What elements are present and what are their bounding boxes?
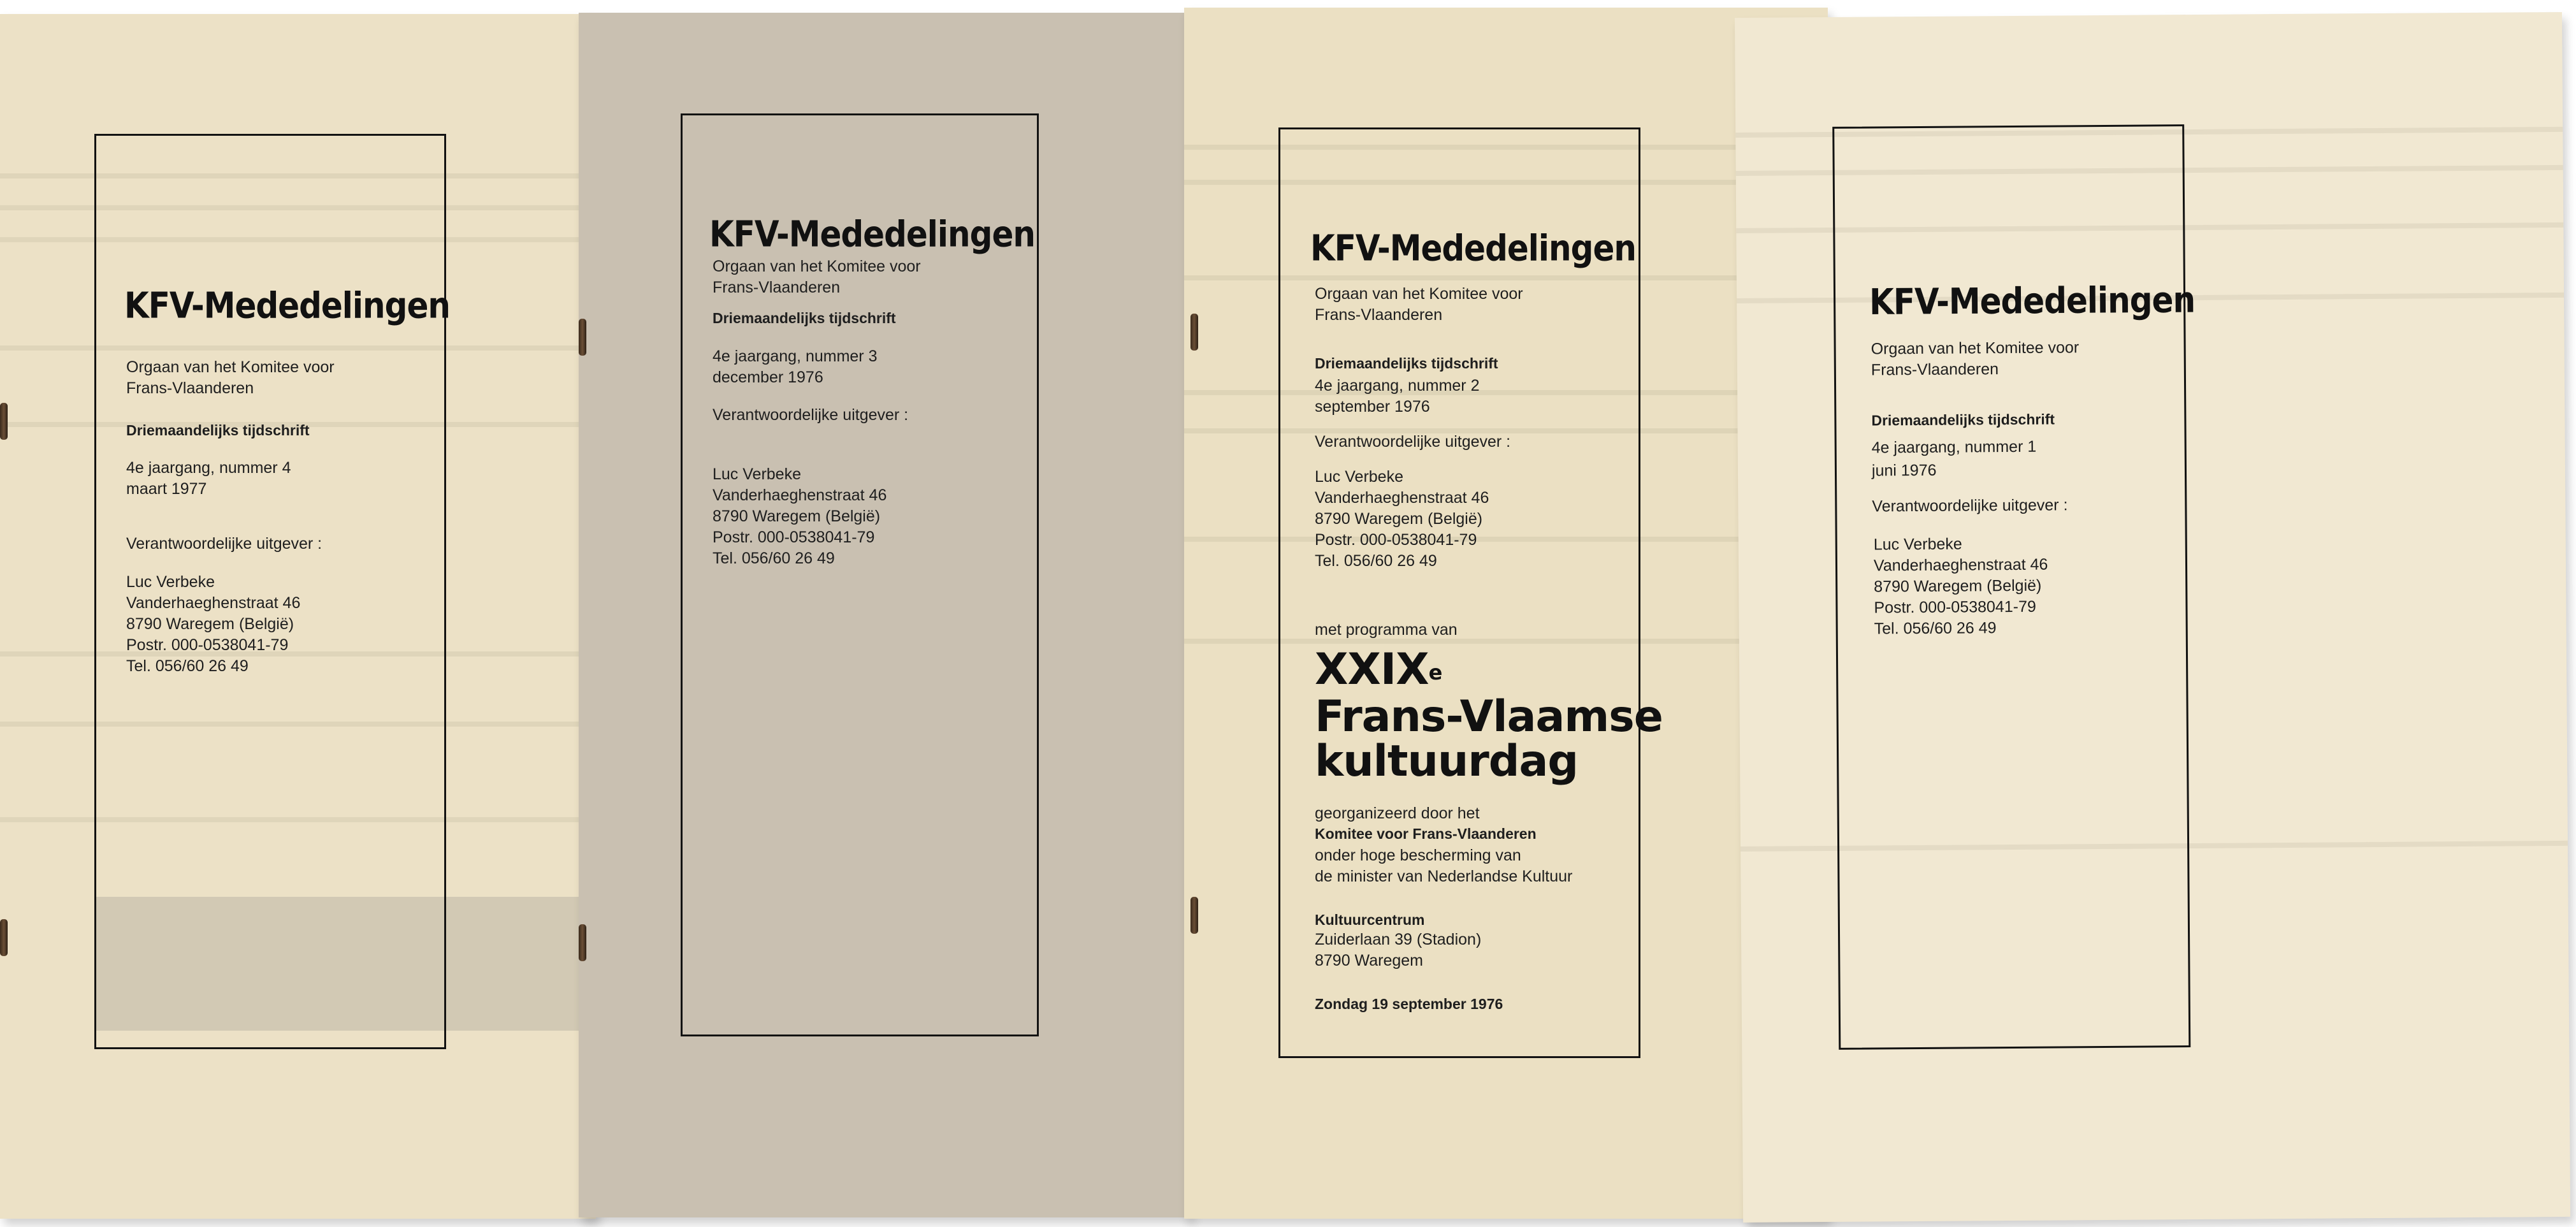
publisher-city: 8790 Waregem (België)	[1874, 576, 2042, 596]
event-date: Zondag 19 september 1976	[1315, 996, 1503, 1012]
booklet-june-1976	[1735, 12, 2570, 1223]
event-ordinal	[1315, 646, 1442, 693]
program-intro: met programma van	[1315, 621, 1458, 639]
issue-line-2: juni 1976	[1871, 461, 1937, 480]
booklet-september-1976	[1184, 8, 1828, 1219]
venue-city: 8790 Waregem	[1315, 952, 1423, 969]
staple-bottom	[579, 924, 586, 961]
issue-line-2: december 1976	[713, 368, 823, 386]
publisher-heading: Verantwoordelijke uitgever :	[126, 535, 322, 553]
telephone: Tel. 056/60 26 49	[713, 549, 835, 567]
publisher-name: Luc Verbeke	[126, 573, 215, 591]
publisher-city: 8790 Waregem (België)	[1315, 510, 1483, 528]
telephone: Tel. 056/60 26 49	[1315, 552, 1437, 570]
publisher-heading: Verantwoordelijke uitgever :	[713, 406, 909, 424]
telephone: Tel. 056/60 26 49	[1874, 619, 1997, 638]
postal-account: Postr. 000-0538041-79	[1315, 531, 1477, 549]
staple-top	[1190, 314, 1198, 351]
organizer-line-1: georganizeerd door het	[1315, 804, 1480, 822]
masthead: KFV-Mededelingen	[124, 285, 450, 326]
publisher-street: Vanderhaeghenstraat 46	[1315, 489, 1489, 507]
issue-line-1: 4e jaargang, nummer 1	[1871, 437, 2037, 457]
periodicity: Driemaandelijks tijdschrift	[1871, 410, 2055, 429]
masthead: KFV-Mededelingen	[1310, 228, 1636, 269]
event-title-line-2: Frans-Vlaamse	[1315, 692, 1663, 742]
issue-line-1: 4e jaargang, nummer 3	[713, 347, 878, 365]
org-line-2: Frans-Vlaanderen	[126, 379, 254, 397]
postal-account: Postr. 000-0538041-79	[126, 636, 289, 654]
organizer-line-2: Komitee voor Frans-Vlaanderen	[1315, 825, 1537, 842]
org-line-1: Orgaan van het Komitee voor	[713, 258, 921, 275]
publisher-city: 8790 Waregem (België)	[713, 507, 881, 525]
org-line-2: Frans-Vlaanderen	[713, 279, 841, 296]
publisher-name: Luc Verbeke	[1315, 468, 1403, 486]
issue-line-2: maart 1977	[126, 480, 207, 498]
staple-bottom	[0, 919, 8, 956]
event-ordinal-number: XXIX	[1315, 644, 1429, 695]
telephone: Tel. 056/60 26 49	[126, 657, 249, 675]
publisher-heading: Verantwoordelijke uitgever :	[1872, 496, 2068, 516]
publisher-name: Luc Verbeke	[1873, 535, 1962, 554]
booklet-march-1977	[0, 14, 596, 1219]
publisher-name: Luc Verbeke	[713, 465, 801, 483]
staple-top	[0, 403, 8, 440]
booklet-december-1976	[579, 13, 1190, 1217]
org-line-1: Orgaan van het Komitee voor	[1315, 285, 1523, 303]
periodicity: Driemaandelijks tijdschrift	[126, 422, 310, 439]
publisher-heading: Verantwoordelijke uitgever :	[1315, 433, 1511, 451]
organizer-line-4: de minister van Nederlandse Kultuur	[1315, 868, 1573, 885]
org-line-2: Frans-Vlaanderen	[1870, 360, 1999, 379]
org-line-1: Orgaan van het Komitee voor	[1870, 338, 2080, 358]
venue-street: Zuiderlaan 39 (Stadion)	[1315, 931, 1482, 948]
postal-account: Postr. 000-0538041-79	[713, 528, 875, 546]
organizer-line-3: onder hoge bescherming van	[1315, 846, 1521, 864]
publisher-street: Vanderhaeghenstraat 46	[1873, 555, 2048, 575]
issue-line-1: 4e jaargang, nummer 2	[1315, 377, 1480, 395]
periodicity: Driemaandelijks tijdschrift	[713, 310, 896, 326]
periodicity: Driemaandelijks tijdschrift	[1315, 355, 1498, 372]
issue-line-2: september 1976	[1315, 398, 1430, 416]
masthead: KFV-Mededelingen	[1869, 279, 2196, 323]
org-line-1: Orgaan van het Komitee voor	[126, 358, 335, 376]
publisher-city: 8790 Waregem (België)	[126, 615, 294, 633]
issue-line-1: 4e jaargang, nummer 4	[126, 459, 291, 477]
staple-bottom	[1190, 897, 1198, 934]
publisher-street: Vanderhaeghenstraat 46	[713, 486, 887, 504]
staple-top	[579, 319, 586, 356]
publisher-street: Vanderhaeghenstraat 46	[126, 594, 301, 612]
postal-account: Postr. 000-0538041-79	[1874, 597, 2036, 617]
event-ordinal-suffix: e	[1428, 660, 1442, 685]
org-line-2: Frans-Vlaanderen	[1315, 306, 1443, 324]
masthead: KFV-Mededelingen	[709, 214, 1035, 255]
event-title-line-3: kultuurdag	[1315, 736, 1579, 787]
venue-name: Kultuurcentrum	[1315, 911, 1425, 928]
